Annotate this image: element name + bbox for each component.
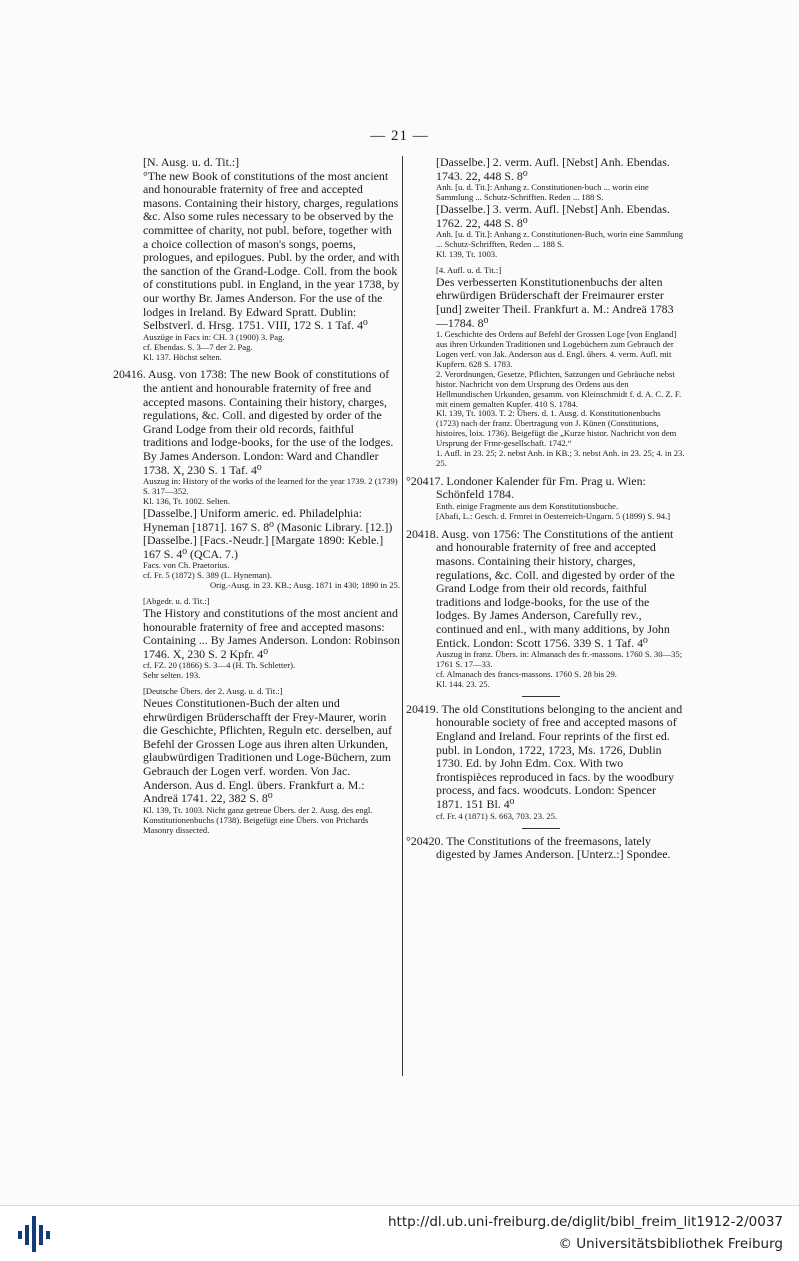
entry-note: Orig.-Ausg. in 23. KB.; Ausg. 1871 in 430; 1890 in 25. bbox=[209, 580, 400, 591]
copyright-notice: © Universitätsbibliothek Freiburg bbox=[558, 1236, 783, 1252]
entry-note: Auszug in: History of the works of the learned for the year 1739. 2 (1739) S. 317—352. bbox=[143, 476, 398, 497]
entry-note: Kl. 139, Tt. 1003. bbox=[436, 249, 498, 259]
column-divider bbox=[402, 156, 403, 1076]
page-url[interactable]: http://dl.ub.uni-freiburg.de/diglit/bibl_freim_lit1912-2/0037 bbox=[387, 1214, 783, 1230]
entry-note: cf. FZ. 20 (1866) S. 3—4 (H. Th. Schletter). bbox=[143, 660, 296, 671]
entry-note: Enth. einige Fragmente aus dem Konstitutionsbuche. bbox=[436, 501, 619, 512]
entry-note: [Abafi, L.: Gesch. d. Frmrei in Oesterreich-Ungarn. 5 (1899) S. 94.] bbox=[436, 510, 671, 521]
entry-note: Kl. 139, Tt. 1003. Nicht ganz getreue Übers. der 2. Ausg. des engl. Konstitutionenbuchs (1738). Beigefügt eine Übers. von Prichards Masonry dissected. bbox=[143, 804, 373, 835]
entry-note: cf. Almanach des francs-massons. 1760 S. 28 bis 29. bbox=[436, 669, 617, 680]
university-logo-icon bbox=[18, 1214, 52, 1254]
entry-note: Kl. 136, Tt. 1002. Selten. bbox=[143, 496, 230, 506]
right-column bbox=[406, 156, 685, 862]
entry-note: [Deutsche Übers. der 2. Ausg. u. d. Tit.:] bbox=[143, 686, 283, 697]
entry-note: 1. Aufl. in 23. 25; 2. nebst Anh. in KB.; 3. nebst Anh. in 23. 25; 4. in 23. 25. bbox=[436, 448, 685, 468]
entry-note: 2. Verordnungen, Gesetze, Pflichten, Satzungen und Gebräuche nebst histor. Nachricht von dem Ursprung des Ordens aus den Hellmundischen Urkunden, gesamm. von Kleinschmidt f. d. A. C. Z. F. mit einem gemalten Kupfer. 410 S. 1784. bbox=[436, 368, 682, 409]
entry-note: cf. Fr. 4 (1871) S. 663, 703. 23. 25. bbox=[436, 810, 558, 821]
entry-text: °The new Book of constitutions of the most ancient and honourable fraternity of free and accepted masons. Containing their history, charges, regulations &c. Also some rules necessary to be observed by the committee of charity, not publ. before, together with a choice collection of mason's songs, poems, prologues, and epilogues. Publ. by the order, and with the sanction of the Grand-Lodge. Coll. from the book of constitutions publ. in England, in the year 1738, by our worthy Br. James Anderson. For the use of the lodges in Ireland. By Edward Spratt. Dublin: Selbstverl. d. Hrsg. 1751. VIII, 172 S. 1 Taf. 4⁰ bbox=[143, 168, 400, 333]
entry-text: Des verbesserten Konstitutionenbuchs der alten ehrwürdigen Brüderschaft der Freimaurer erster [und] zweiter Theil. Frankfurt a. M.: Andreä 1783—1784. 8⁰ bbox=[436, 274, 674, 330]
entry-text: 20419. The old Constitutions belonging to the ancient and honourable society of free and accepted masons of England and Ireland. Four reprints of the first ed. publ. in London, 1722, 1723, Ms. 1726, Dublin 1730. Ed. by John Edm. Cox. With two frontispièces reproduced in facs. by the woodbury process, and facs. woodcuts. London: Spencer 1871. 151 Bl. 4⁰ bbox=[406, 701, 683, 811]
section-rule bbox=[522, 828, 560, 829]
page-number: — 21 — bbox=[370, 128, 429, 144]
viewer-footer bbox=[0, 1205, 799, 1261]
entry-text: Neues Constitutionen-Buch der alten und ehrwürdigen Brüderschafft der Frey-Maurer, worin die Geschichte, Pflichten, Reguln etc. derselben, auf Befehl der Grossen Loge aus ihren alten Urkunden, glaubwürdigen Traditionen und Loge-Büchern, zum Gebrauch der Logen verf. worden. Von Jac. Anderson. Aus d. Engl. übers. Frankfurt a. M.: Andreä 1741. 22, 382 S. 8⁰ bbox=[143, 696, 392, 806]
entry-note: Kl. 137. Höchst selten. bbox=[143, 351, 222, 362]
entry-text: [Dasselbe.] 2. verm. Aufl. [Nebst] Anh. Ebendas. 1743. 22, 448 S. 8⁰ bbox=[436, 155, 670, 183]
entry-text: [Dasselbe.] Uniform americ. ed. Philadelphia: Hyneman [1871]. 167 S. 8⁰ (Masonic Library. [12.]) bbox=[143, 505, 393, 534]
entry-note: Facs. von Ch. Praetorius. bbox=[143, 560, 230, 571]
entry-text: [N. Ausg. u. d. Tit.:] bbox=[143, 155, 240, 169]
entry-note: cf. Ebendas. S. 3—7 der 2. Pag. bbox=[143, 341, 253, 352]
entry-note: 1. Geschichte des Ordens auf Befehl der Grossen Loge [von England] aus ihren Urkunden Traditionen und Logebüchern zum Gebrauch der Logen verf. von Jak. Anderson aus d. Engl. übers. 4. verm. Aufl. mit Kupfern. 628 S. 1783. bbox=[436, 329, 677, 369]
entry-text: [Dasselbe.] 3. verm. Aufl. [Nebst] Anh. Ebendas. 1762. 22, 448 S. 8⁰ bbox=[436, 202, 670, 230]
entry-note: [Abgedr. u. d. Tit.:] bbox=[143, 596, 210, 606]
entry-text: [Dasselbe.] [Facs.-Neudr.] [Margate 1890: Keble.] 167 S. 4⁰ (QCA. 7.) bbox=[143, 533, 384, 561]
entry-note: Auszug in franz. Übers. in: Almanach des fr.-massons. 1760 S. 30—35; 1761 S. 17—33. bbox=[436, 649, 683, 670]
entry-note: cf. Fr. 5 (1872) S. 389 (L. Hyneman). bbox=[143, 570, 272, 581]
entry-text: °20420. The Constitutions of the freemasons, lately digested by James Anderson. [Unterz.:] Spondee. bbox=[406, 833, 671, 862]
entry-text: °20417. Londoner Kalender für Fm. Prag u. Wien: Schönfeld 1784. bbox=[406, 473, 646, 502]
entry-note: Auszüge in Facs in: CH. 3 (1900) 3. Pag. bbox=[143, 331, 285, 342]
entry-note: [4. Aufl. u. d. Tit.:] bbox=[436, 264, 502, 275]
entry-note: Kl. 139, Tt. 1003. T. 2: Übers. d. 1. Ausg. d. Konstitutionenbuchs (1723) nach der franz. Übertragung von J. Künen (Constitutions, histoires, loix. 1736). Beigefügt die „Kurze histor. Nachricht von dem Ursprung der Frmr-gesellschaft. 1742.“ bbox=[436, 408, 677, 449]
entry-note: Kl. 144. 23. 25. bbox=[436, 678, 490, 689]
entry-note: Anh. [u. d. Tit.]: Anhang z. Constitutionen-Buch, worin eine Sammlung ... Schutz-Schrifften, Reden ... 188 S. bbox=[436, 229, 684, 250]
entry-text: The History and constitutions of the most ancient and honourable fraternity of free and accepted masons: Containing ... By James Anderson. London: Robinson 1746. X, 230 S. 2 Kpfr. 4⁰ bbox=[143, 605, 400, 661]
entry-note: Anh. [u. d. Tit.]: Anhang z. Constitutionen-buch ... worin eine Sammlung ... Schutz-Schrifften. Reden ... 188 S. bbox=[436, 182, 649, 203]
section-rule bbox=[522, 696, 560, 697]
entry-note: Sehr selten. 193. bbox=[143, 670, 201, 681]
entry-text: 20418. Ausg. von 1756: The Constitutions of the antient and honourable fraternity of free and accepted masons. Containing their history, charges, regulations, &c. Coll. and digested by order of the Grand Lodge from their old records, faithful traditions and lodge-books, for the use of the lodges. By James Anderson, Carefully rev., continued and enl., with many additions, by John Entick. London: Scott 1756. 339 S. 1 Taf. 4⁰ bbox=[406, 526, 675, 650]
left-column bbox=[113, 156, 400, 835]
entry-text: 20416. Ausg. von 1738: The new Book of constitutions of the antient and honourable fraternity of free and accepted masons. Containing their history, charges, regulations, &c. Coll. and digested by order of the Grand Lodge from their old records, faithful traditions and lodge-books, for the use of the lodges. By James Anderson. London: Ward and Chandler 1738. X, 230 S. 1 Taf. 4⁰ bbox=[113, 367, 394, 477]
